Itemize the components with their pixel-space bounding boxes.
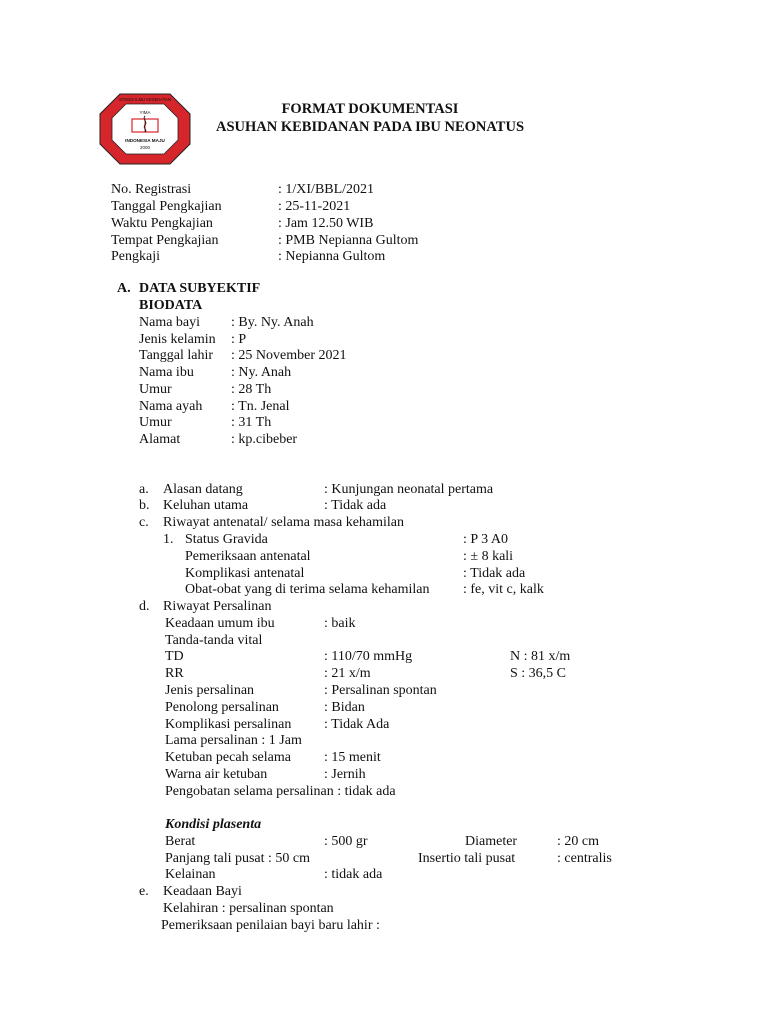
logo-mid-text: YIMA <box>139 110 151 115</box>
section-a-marker: A. <box>117 281 131 296</box>
pemeriksaan-bayi: Pemeriksaan penilaian bayi baru lahir : <box>161 918 380 933</box>
diameter-value: : 20 cm <box>557 834 599 849</box>
ketuban-label: Ketuban pecah selama <box>165 750 291 765</box>
rr-value: : 21 x/m <box>324 666 371 681</box>
td-label: TD <box>165 649 184 664</box>
plasenta-heading: Kondisi plasenta <box>165 817 262 832</box>
insertio-value: : centralis <box>557 851 612 866</box>
antenatal-value-komplikasi: : Tidak ada <box>463 566 526 581</box>
berat-label: Berat <box>165 834 196 849</box>
reg-value-tanggal: : 25-11-2021 <box>278 199 351 214</box>
antenatal-label-pemeriksaan: Pemeriksaan antenatal <box>185 549 311 564</box>
reg-label-pengkaji: Pengkaji <box>111 249 160 264</box>
rr-label: RR <box>165 666 184 681</box>
reg-label-tempat: Tempat Pengkajian <box>111 233 219 248</box>
reg-value-pengkaji: : Nepianna Gultom <box>278 249 386 264</box>
antenatal-label-obat: Obat-obat yang di terima selama kehamilan <box>185 582 430 597</box>
penolong-value: : Bidan <box>324 700 365 715</box>
bio-value-nama-ibu: : Ny. Anah <box>231 365 292 380</box>
reg-label-tanggal: Tanggal Pengkajian <box>111 199 222 214</box>
item-b-label: Keluhan utama <box>163 498 249 513</box>
komplikasi-persalinan-value: : Tidak Ada <box>324 717 390 732</box>
bio-label-nama-ayah: Nama ayah <box>139 399 203 414</box>
document-title-line2: ASUHAN KEBIDANAN PADA IBU NEONATUS <box>215 119 525 135</box>
penolong-label: Penolong persalinan <box>165 700 279 715</box>
keadaan-umum-value: : baik <box>324 616 356 631</box>
item-a-marker: a. <box>139 482 149 497</box>
reg-value-no: : 1/XI/BBL/2021 <box>278 182 375 197</box>
item-a-label: Alasan datang <box>163 482 243 497</box>
suhu-value: S : 36,5 C <box>510 666 567 681</box>
item-e-marker: e. <box>139 884 149 899</box>
tanda-vital-label: Tanda-tanda vital <box>165 633 263 648</box>
section-a-title: DATA SUBYEKTIF <box>139 281 261 296</box>
item-b-marker: b. <box>139 498 150 513</box>
bio-label-alamat: Alamat <box>139 432 181 447</box>
antenatal-value-obat: : fe, vit c, kalk <box>463 582 544 597</box>
antenatal-value-pemeriksaan: : ± 8 kali <box>463 549 514 564</box>
insertio-label: Insertio tali pusat <box>418 851 516 866</box>
bio-value-umur-ayah: : 31 Th <box>231 415 272 430</box>
keadaan-umum-label: Keadaan umum ibu <box>165 616 275 631</box>
komplikasi-persalinan-label: Komplikasi persalinan <box>165 717 292 732</box>
logo-bottom-text: INDONESIA MAJU <box>125 138 165 143</box>
reg-value-tempat: : PMB Nepianna Gultom <box>278 233 419 248</box>
antenatal-label-status: Status Gravida <box>185 532 268 547</box>
bio-value-tanggal-lahir: : 25 November 2021 <box>231 348 347 363</box>
bio-value-jenis-kelamin: : P <box>231 332 247 347</box>
kelahiran: Kelahiran : persalinan spontan <box>163 901 334 916</box>
item-a-value: : Kunjungan neonatal pertama <box>324 482 494 497</box>
keadaan-bayi-title: Keadaan Bayi <box>163 884 242 899</box>
item-c-marker: c. <box>139 515 149 530</box>
bio-label-nama-bayi: Nama bayi <box>139 315 201 330</box>
bio-label-umur-ibu: Umur <box>139 382 172 397</box>
bio-value-alamat: : kp.cibeber <box>231 432 298 447</box>
td-value: : 110/70 mmHg <box>324 649 413 664</box>
logo-year: 2000 <box>139 145 151 150</box>
berat-value: : 500 gr <box>324 834 368 849</box>
bio-label-jenis-kelamin: Jenis kelamin <box>139 332 216 347</box>
panjang-tali-pusat: Panjang tali pusat : 50 cm <box>165 851 311 866</box>
bio-label-tanggal-lahir: Tanggal lahir <box>139 348 214 363</box>
bio-label-nama-ibu: Nama ibu <box>139 365 194 380</box>
reg-label-no: No. Registrasi <box>111 182 192 197</box>
item-d-marker: d. <box>139 599 150 614</box>
nadi-value: N : 81 x/m <box>510 649 571 664</box>
logo-top-text: STIKES ILMU KESEHATAN <box>119 97 171 102</box>
antenatal-value-status: : P 3 A0 <box>463 532 508 547</box>
warna-ketuban-value: : Jernih <box>324 767 366 782</box>
warna-ketuban-label: Warna air ketuban <box>165 767 268 782</box>
reg-value-waktu: : Jam 12.50 WIB <box>278 216 374 231</box>
jenis-persalinan-label: Jenis persalinan <box>165 683 255 698</box>
antenatal-marker: 1. <box>163 532 174 547</box>
diameter-label: Diameter <box>465 834 518 849</box>
antenatal-label-komplikasi: Komplikasi antenatal <box>185 566 305 581</box>
biodata-heading: BIODATA <box>139 298 203 313</box>
bio-value-umur-ibu: : 28 Th <box>231 382 272 397</box>
lama-persalinan: Lama persalinan : 1 Jam <box>165 733 302 748</box>
ketuban-value: : 15 menit <box>324 750 381 765</box>
bio-value-nama-bayi: : By. Ny. Anah <box>231 315 314 330</box>
jenis-persalinan-value: : Persalinan spontan <box>324 683 437 698</box>
persalinan-title: Riwayat Persalinan <box>163 599 272 614</box>
bio-label-umur-ayah: Umur <box>139 415 172 430</box>
pengobatan-persalinan: Pengobatan selama persalinan : tidak ada <box>165 784 396 799</box>
kelainan-label: Kelainan <box>165 867 216 882</box>
bio-value-nama-ayah: : Tn. Jenal <box>231 399 290 414</box>
item-b-value: : Tidak ada <box>324 498 387 513</box>
reg-label-waktu: Waktu Pengkajian <box>111 216 213 231</box>
item-c-label: Riwayat antenatal/ selama masa kehamilan <box>163 515 405 530</box>
kelainan-value: : tidak ada <box>324 867 383 882</box>
document-title-line1: FORMAT DOKUMENTASI <box>281 101 459 117</box>
